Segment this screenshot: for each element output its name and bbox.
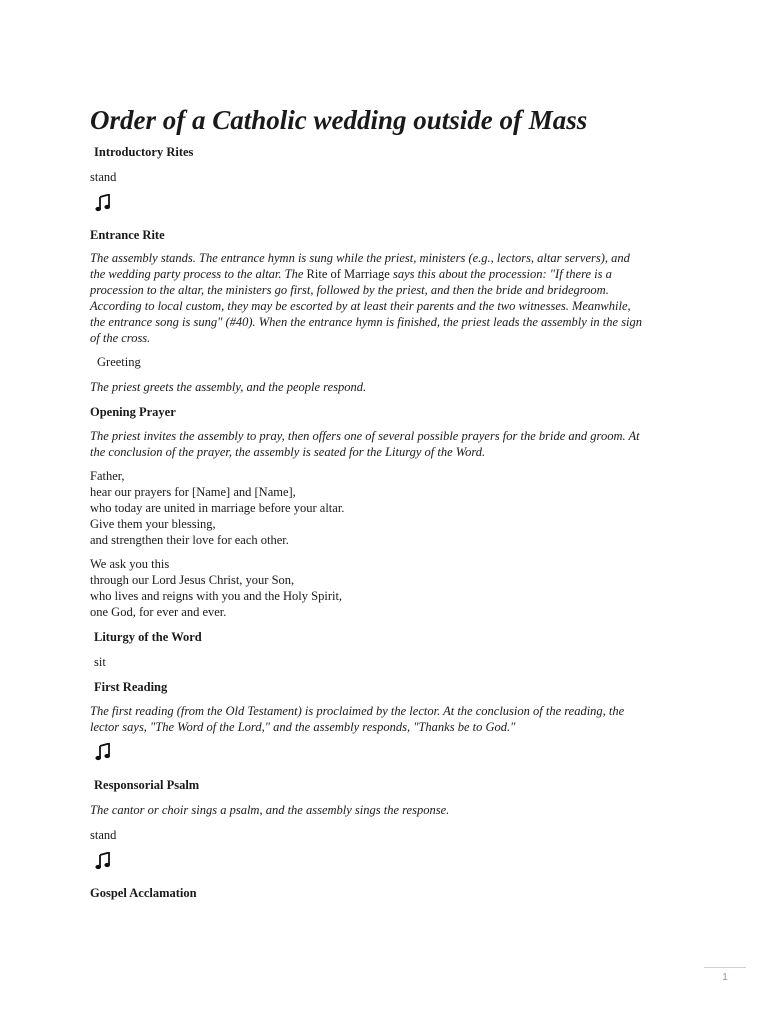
prayer-line: who lives and reigns with you and the Holy Spirit, [90,588,343,603]
responsorial-psalm-posture: stand [90,828,117,842]
entrance-rite-line: of the cross. [90,330,151,345]
music-note-icon [95,852,111,870]
first-reading-heading: First Reading [94,680,168,694]
entrance-rite-line: procession to the altar, the ministers go first, followed by the priest, and then the bride and bridegroom. [90,282,609,297]
introductory-rites-posture: stand [90,170,117,184]
prayer-line: hear our prayers for [Name] and [Name], [90,484,296,499]
opening-prayer-instruction [90,429,640,461]
prayer-line: and strengthen their love for each other. [90,532,289,547]
prayer-line: Give them your blessing, [90,516,216,531]
prayer-line: one God, for ever and ever. [90,604,227,619]
prayer-line: We ask you this [90,557,170,571]
responsorial-psalm-text: The cantor or choir sings a psalm, and the assembly sings the response. [90,803,450,817]
opening-prayer-line: the conclusion of the prayer, the assembly is seated for the Liturgy of the Word. [90,444,486,459]
entrance-rite-line: The assembly stands. The entrance hymn is sung while the priest, ministers (e.g., lectors, altar servers), and [90,251,630,265]
entrance-rite-heading: Entrance Rite [90,228,165,242]
first-reading-line: The first reading (from the Old Testament) is proclaimed by the lector. At the conclusion of the reading, the [90,704,625,718]
page-title: Order of a Catholic wedding outside of Mass [90,105,588,135]
greeting-heading: Greeting [97,355,141,369]
entrance-rite-text [90,251,642,346]
liturgy-of-the-word-heading: Liturgy of the Word [94,630,202,644]
liturgy-of-the-word-posture: sit [94,655,106,669]
opening-prayer-heading: Opening Prayer [90,405,176,419]
entrance-rite-line: the entrance song is sung" (#40). When the entrance hymn is finished, the priest leads the assembly in the sign [90,314,643,329]
gospel-acclamation-heading: Gospel Acclamation [90,886,197,900]
opening-prayer-line: The priest invites the assembly to pray, then offers one of several possible prayers for the bride and groom. At [90,429,640,443]
first-reading-line: lector says, "The Word of the Lord," and the assembly responds, "Thanks be to God." [90,719,516,734]
introductory-rites-heading: Introductory Rites [94,145,194,159]
responsorial-psalm-heading: Responsorial Psalm [94,778,200,792]
prayer-line: Father, [90,469,125,483]
prayer-line: who today are united in marriage before your altar. [90,500,345,515]
footer-divider [704,967,746,968]
rite-of-marriage-title: Rite of Marriage [306,266,390,281]
entrance-rite-line: According to local custom, they may be escorted by at least their parents and the two witnesses. Meanwhile, [90,298,631,313]
entrance-rite-line: the wedding party process to the altar. The Rite of Marriage says this about the procession: "If there is a [90,266,612,281]
music-note-icon [95,743,111,761]
prayer-line: through our Lord Jesus Christ, your Son, [90,572,295,587]
first-reading-text [90,704,624,736]
prayer-stanza-1 [90,469,344,549]
page-number: 1 [722,972,728,983]
prayer-stanza-2 [90,557,342,621]
greeting-text: The priest greets the assembly, and the people respond. [90,380,367,394]
music-note-icon [95,194,111,212]
